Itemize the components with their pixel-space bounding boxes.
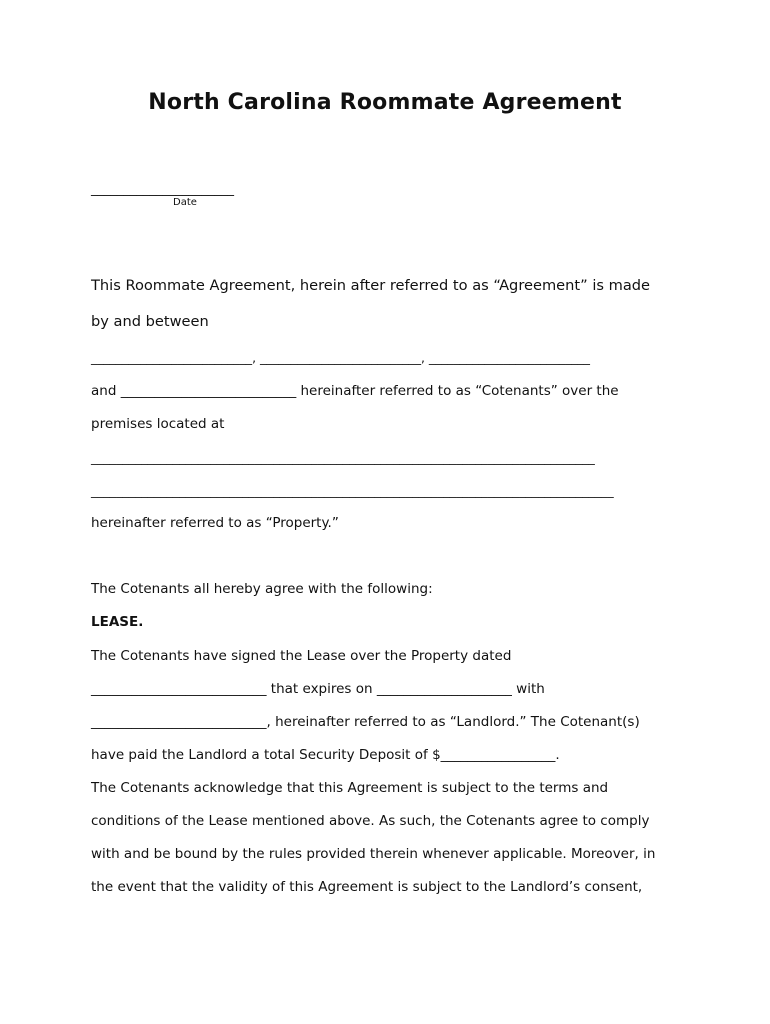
lease-line-3: __________________________, hereinafter referred to as “Landlord.” The Cotenant(s) [91, 714, 640, 730]
property-line: hereinafter referred to as “Property.” [91, 515, 339, 531]
lease-line-4: have paid the Landlord a total Security Deposit of $_________________. [91, 747, 560, 763]
premises-line: premises located at [91, 416, 225, 432]
ack-line-1: The Cotenants acknowledge that this Agreement is subject to the terms and [91, 780, 609, 796]
lease-heading: LEASE. [91, 614, 144, 630]
date-blank: ______________________ [91, 182, 234, 197]
agree-line: The Cotenants all hereby agree with the following: [91, 581, 433, 597]
ack-line-3: with and be bound by the rules provided therein whenever applicable. Moreover, in [91, 846, 656, 862]
and-line: and __________________________ hereinafter referred to as “Cotenants” over the [91, 383, 619, 399]
ack-line-2: conditions of the Lease mentioned above. As such, the Cotenants agree to comply [91, 813, 650, 829]
lease-line-1: The Cotenants have signed the Lease over the Property dated [91, 648, 512, 664]
intro-line-1: This Roommate Agreement, herein after referred to as “Agreement” is made [91, 277, 651, 294]
date-label: Date [173, 197, 197, 208]
ack-line-4: the event that the validity of this Agreement is subject to the Landlord’s consent, [91, 879, 643, 895]
lease-line-2: __________________________ that expires on ____________________ with [91, 681, 545, 697]
intro-line-2: by and between [91, 313, 209, 330]
address-blank-line-2: ___________________________________________________________________________________ [91, 483, 614, 498]
document-title: North Carolina Roommate Agreement [148, 90, 622, 115]
names-blank-line: __________________________, __________________________, __________________________ [91, 350, 590, 365]
address-blank-line-1: ________________________________________________________________________________ [91, 450, 595, 465]
